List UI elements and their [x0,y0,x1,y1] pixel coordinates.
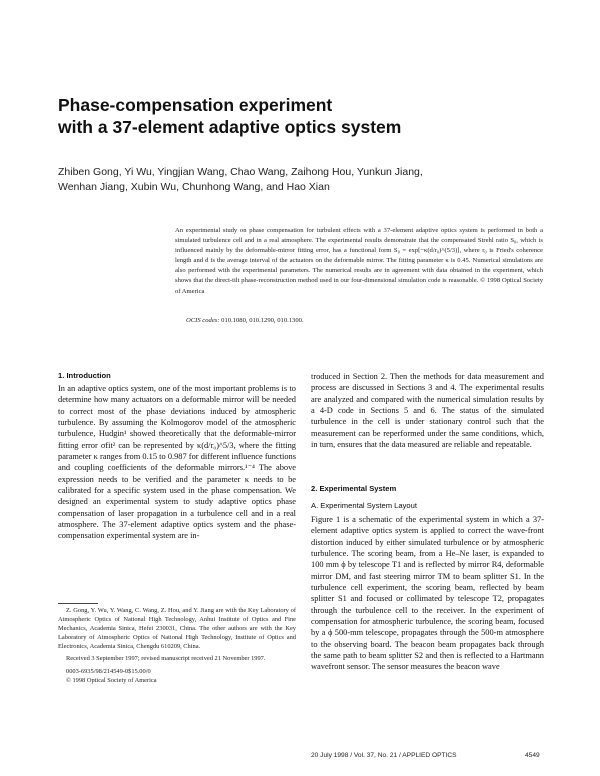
ocis-label: OCIS codes: [186,317,220,324]
author-list [58,165,538,195]
title-line-1: Phase-compensation experiment [58,95,333,115]
section-2-heading: 2. Experimental System [311,484,397,493]
copyright-notice: © 1998 Optical Society of America [66,676,157,684]
page-number: 4549 [525,752,540,759]
article-code: 0003-6935/98/214549-0$15.00/0 [66,667,151,675]
abstract-text: An experimental study on phase compensation for turbulent effects with a 37-element adaptive optics system is performed in both a simulated turbulence cell and in a real atmosphere. The experimental results demonstrate that the compensated Strehl ratio S₀, which is influenced mainly by the deformable-mirror fitting error, has a functional form S₀ = exp[−κ(d/r₀)^(5/3)], where r₀ is Fried's coherence length and d is the average interval of the actuators on the deformable mirror. The fitting parameter κ is 0.45. Numerical simulations are also performed with the experimental parameters. The numerical results are in agreement with data obtained in the experiment, which shows that the direct-tilt phase-reconstruction method used in our four-dimensional simulation code is reasonable. © 1998 Optical Society of America [175,227,543,295]
continuation-paragraph: troduced in Section 2. Then the methods for data measurement and process are discussed in Sections 3 and 4. The experimental results are analyzed and compared with the numerical simulation results by a 4-D code in Sections 5 and 6. The status of the simulated turbulence in the cell is under stationary control such that the measurement can be reperformed under the same conditions, which, in turn, ensures that the data measured are reliable and repeatable. [311,372,544,450]
title-line-2: with a 37-element adaptive optics system [58,117,402,137]
authors-line-2: Wenhan Jiang, Xubin Wu, Chunhong Wang, and Hao Xian [58,181,330,193]
authors-line-1: Zhiben Gong, Yi Wu, Yingjian Wang, Chao Wang, Zaihong Hou, Yunkun Jiang, [58,166,423,178]
subsection-a-heading: A. Experimental System Layout [311,501,417,510]
journal-footer: 20 July 1998 / Vol. 37, No. 21 / APPLIED OPTICS [311,752,457,759]
section-1-heading: 1. Introduction [58,371,111,380]
system-layout-paragraph: Figure 1 is a schematic of the experimental system in which a 37-element adaptive optics system is applied to correct the wave-front distortion induced by either simulated turbulence or by atmospheric turbulence. The scoring beam, from a He–Ne laser, is expanded to 100 mm ϕ by telescope T1 and is reflected by mirror R4, deformable mirror DM, and fast steering mirror TM to beam splitter S1. In the turbulence cell experiment, the scoring beam, reflected by beam splitter S1 and focused or collimated by telescope T2, propagates through the turbulence cell to the receiver. In the experiment of compensation for atmospheric turbulence, the scoring beam, focused by a ϕ 500-mm telescope, propagates through the 500-m atmosphere to the observing board. The beacon beam propagates back through the same path to beam splitter S2 and then is reflected to a Hartmann wavefront sensor. The sensor measures the beacon wave [311,515,544,672]
ocis-codes [186,316,546,326]
footnotes [58,606,296,685]
received-dates: Received 3 September 1997; revised manuscript received 21 November 1997. [66,655,266,663]
intro-paragraph: In an adaptive optics system, one of the most important problems is to determine how many actuators on a deformable mirror will be needed to correct most of the phase deviations induced by atmospheric turbulence. By assuming the Kolmogorov model of the atmospheric turbulence, Hudgin¹ showed theoretically that the deformable-mirror fitting error σfit² can be represented by κ(d/r₀)^5/3, where the fitting parameter κ ranges from 0.15 to 0.987 for different influence functions and coupling coefficients of the deformable mirrors.¹⁻⁴ The above expression needs to be verified and the parameter κ needs to be calibrated for a specific system used in the phase compensation. We designed an experimental system to study adaptive optics phase compensation of laser propagation in a turbulence cell and in a real atmosphere. The 37-element adaptive optics system and the phase-compensation experimental system are in- [58,384,296,541]
left-column [58,383,296,542]
ocis-values: 010.1080, 010.1290, 010.1300. [221,317,304,324]
paper-title [58,94,538,138]
affiliation-footnote: Z. Gong, Y. Wu, Y. Wang, C. Wang, Z. Hou, and Y. Jiang are with the Key Laboratory of Atmospheric Optics of National High Technology, Anhui Institute of Optics and Fine Mechanics, Academia Sinica, Hefei 230031, China. The other authors are with the Key Laboratory of Atmospheric Optics of National High Technology, Institute of Optics and Electronics, Academia Sinica, Chengdu 610209, China. [58,607,296,651]
right-column-continuation [311,371,544,450]
right-column [311,514,544,673]
abstract [175,226,543,297]
footnote-divider [58,603,98,604]
